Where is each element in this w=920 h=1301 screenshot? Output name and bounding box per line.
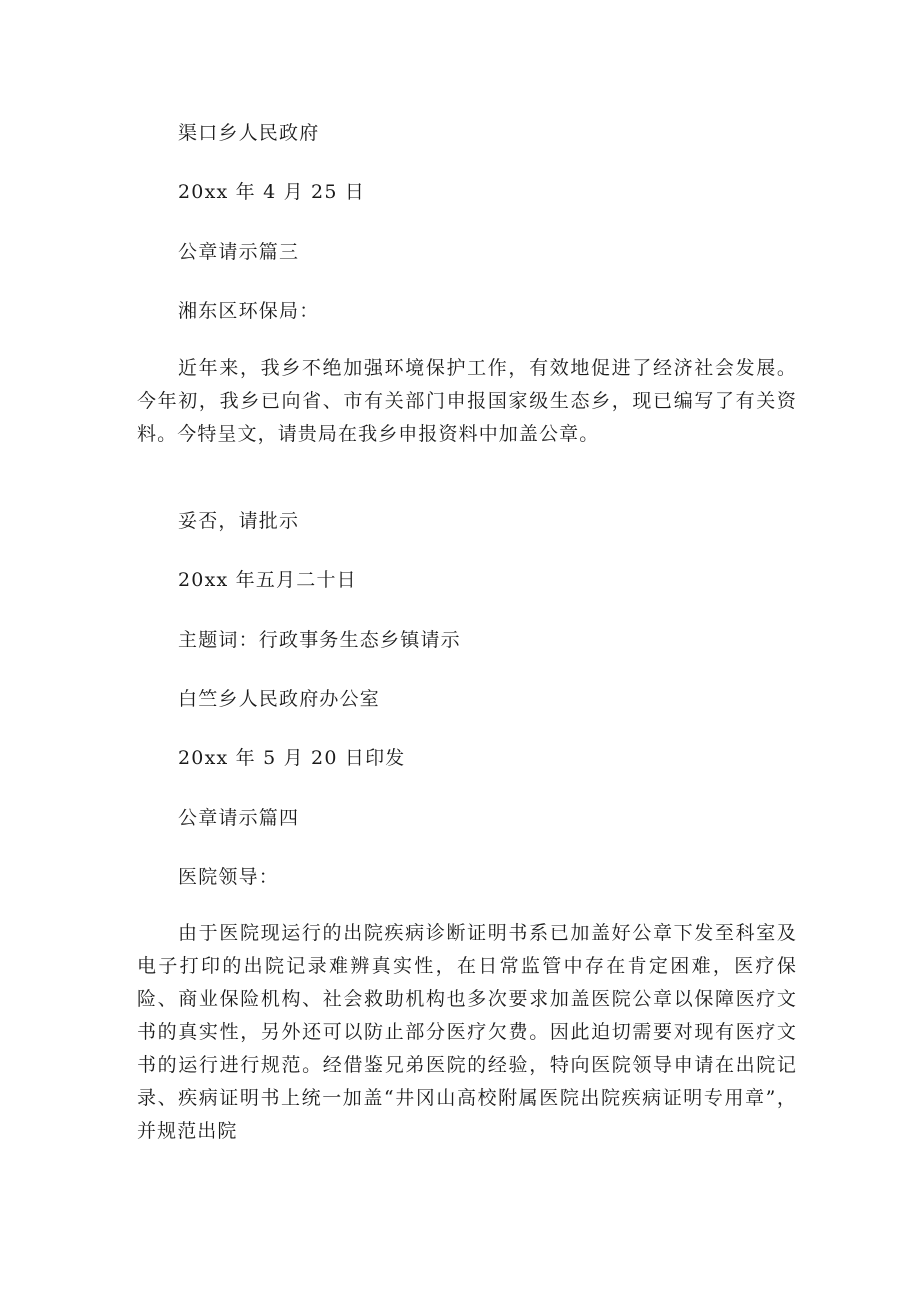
keywords-line: 主题词：行政事务生态乡镇请示 [178,629,461,651]
issue-date: 20xx 年 5 月 20 日印发 [178,747,406,769]
body-paragraph-2 [137,917,797,1148]
body-paragraph-2-text: 由于医院现运行的出院疾病诊断证明书系已加盖好公章下发至科室及电子打印的出院记录难辨真实性，在日常监管中存在肯定困难，医疗保险、商业保险机构、社会救助机构也多次要求加盖医院公章以保障医疗文书的真实性，另外还可以防止部分医疗欠费。因此迫切需要对现有医疗文书的运行进行规范。经借鉴兄弟医院的经验，特向医院领导申请在出院记录、疾病证明书上统一加盖“井冈山高校附属医院出院疾病证明专用章”，并规范出院 [137,922,797,1142]
body-paragraph-1-text: 近年来，我乡不绝加强环境保护工作，有效地促进了经济社会发展。今年初，我乡已向省、市有关部门申报国家级生态乡，现已编写了有关资料。今特呈文，请贵局在我乡申报资料中加盖公章。 [137,357,797,445]
request-closing: 妥否，请批示 [178,510,300,532]
section-heading-3: 公章请示篇三 [178,241,300,263]
hospital-salutation: 医院领导： [178,866,280,888]
recipient-salutation: 湘东区环保局： [178,300,320,322]
issuing-office: 白竺乡人民政府办公室 [178,688,381,710]
body-paragraph-1 [137,352,797,451]
sender-date: 20xx 年 4 月 25 日 [178,181,366,203]
sender-name: 渠口乡人民政府 [178,122,320,144]
section-heading-4: 公章请示篇四 [178,807,300,829]
request-date: 20xx 年五月二十日 [178,569,357,591]
